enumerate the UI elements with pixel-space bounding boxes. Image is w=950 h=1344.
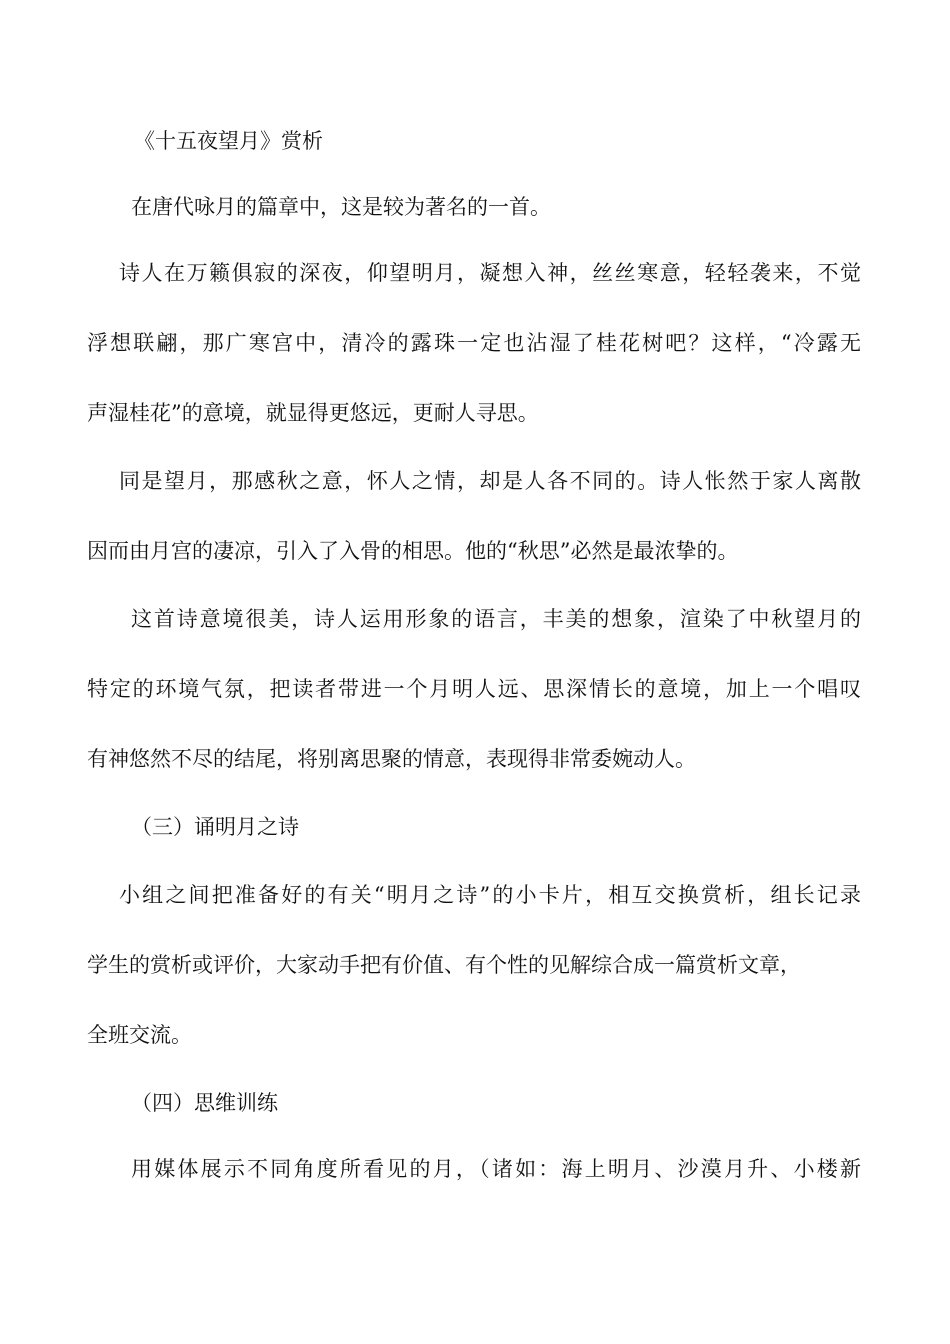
paragraph-line: 全班交流。 — [87, 1023, 192, 1047]
paragraph-line: 小组之间把准备好的有关“明月之诗”的小卡片，相互交换赏析，组长记录 — [119, 883, 861, 907]
paragraph-line: 同是望月，那感秋之意，怀人之情，却是人各不同的。诗人怅然于家人离散 — [119, 469, 861, 493]
paragraph-line: 这首诗意境很美，诗人运用形象的语言，丰美的想象，渲染了中秋望月的 — [131, 607, 861, 631]
paragraph-line: 声湿桂花”的意境，就显得更悠远，更耐人寻思。 — [87, 401, 539, 425]
paragraph-line: 有神悠然不尽的结尾，将别离思聚的情意，表现得非常委婉动人。 — [87, 747, 696, 771]
section-heading: （三）诵明月之诗 — [131, 815, 299, 839]
section-title: 《十五夜望月》赏析 — [134, 129, 323, 153]
paragraph-line: 在唐代咏月的篇章中，这是较为著名的一首。 — [131, 195, 551, 219]
section-heading: （四）思维训练 — [131, 1091, 278, 1115]
paragraph-line: 因而由月宫的凄凉，引入了入骨的相思。他的“秋思”必然是最浓挚的。 — [87, 539, 739, 563]
paragraph-line: 用媒体展示不同角度所看见的月，（诸如：海上明月、沙漠月升、小楼新 — [131, 1157, 861, 1181]
paragraph-line: 学生的赏析或评价，大家动手把有价值、有个性的见解综合成一篇赏析文章， — [87, 953, 801, 977]
paragraph-line: 浮想联翩，那广寒宫中，清冷的露珠一定也沾湿了桂花树吧？这样，“冷露无 — [87, 331, 861, 355]
paragraph-line: 诗人在万籁俱寂的深夜，仰望明月，凝想入神，丝丝寒意，轻轻袭来，不觉 — [119, 261, 861, 285]
paragraph-line: 特定的环境气氛，把读者带进一个月明人远、思深情长的意境，加上一个唱叹 — [87, 677, 861, 701]
